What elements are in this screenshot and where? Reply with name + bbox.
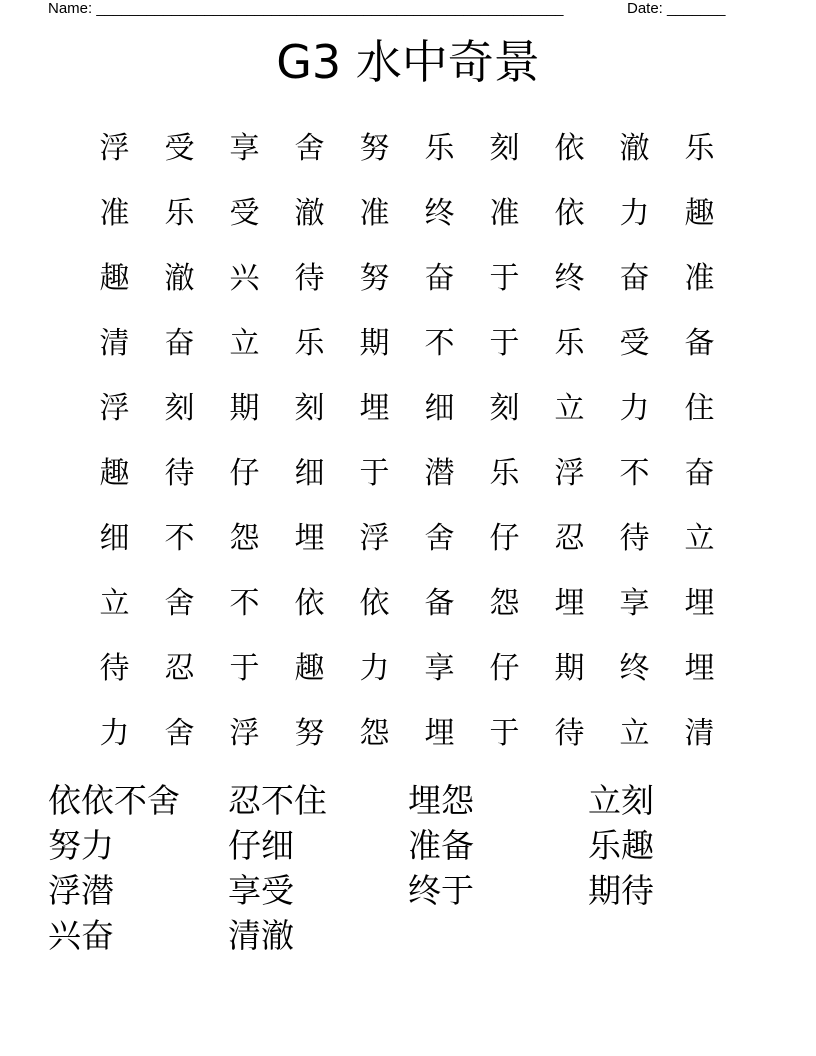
grid-cell: 备: [424, 585, 455, 621]
grid-cell: 立: [619, 715, 650, 751]
grid-cell: 刻: [164, 390, 195, 426]
word-bank-item: 埋怨: [408, 781, 474, 820]
word-bank-item: 清澈: [228, 916, 294, 955]
grid-cell: 力: [359, 650, 390, 686]
grid-cell: 准: [489, 195, 520, 231]
grid-cell: 待: [294, 260, 325, 296]
grid-cell: 期: [554, 650, 585, 686]
grid-cell: 于: [489, 715, 520, 751]
grid-cell: 乐: [294, 325, 325, 361]
grid-cell: 忍: [164, 650, 195, 686]
grid-cell: 待: [554, 715, 585, 751]
name-label: Name: ________________________________________________________: [48, 0, 564, 17]
grid-cell: 受: [229, 195, 260, 231]
word-bank-item: 兴奋: [48, 916, 114, 955]
grid-cell: 舍: [424, 520, 455, 556]
word-search-grid: [82, 112, 732, 762]
grid-cell: 仔: [229, 455, 260, 491]
grid-cell: 奋: [164, 325, 195, 361]
grid-cell: 兴: [229, 260, 260, 296]
grid-cell: 立: [229, 325, 260, 361]
grid-cell: 乐: [164, 195, 195, 231]
grid-cell: 住: [684, 390, 715, 426]
grid-cell: 期: [359, 325, 390, 361]
grid-cell: 浮: [359, 520, 390, 556]
grid-cell: 潜: [424, 455, 455, 491]
grid-cell: 乐: [489, 455, 520, 491]
grid-cell: 备: [684, 325, 715, 361]
word-bank-item: 立刻: [588, 781, 654, 820]
grid-cell: 努: [294, 715, 325, 751]
grid-cell: 怨: [229, 520, 260, 556]
word-bank-item: 期待: [588, 871, 654, 910]
grid-cell: 奋: [424, 260, 455, 296]
grid-cell: 细: [99, 520, 130, 556]
date-label: Date: _______: [627, 0, 726, 17]
grid-cell: 趣: [294, 650, 325, 686]
grid-cell: 刻: [489, 390, 520, 426]
grid-cell: 浮: [554, 455, 585, 491]
grid-cell: 乐: [554, 325, 585, 361]
grid-cell: 细: [424, 390, 455, 426]
word-bank-item: 享受: [228, 871, 294, 910]
grid-cell: 依: [554, 195, 585, 231]
grid-cell: 立: [554, 390, 585, 426]
grid-cell: 不: [229, 585, 260, 621]
word-bank-item: 浮潜: [48, 871, 114, 910]
grid-cell: 舍: [164, 585, 195, 621]
grid-cell: 准: [359, 195, 390, 231]
word-bank-item: 努力: [48, 826, 114, 865]
grid-cell: 乐: [684, 130, 715, 166]
grid-cell: 依: [294, 585, 325, 621]
grid-cell: 浮: [229, 715, 260, 751]
grid-cell: 不: [619, 455, 650, 491]
grid-cell: 享: [424, 650, 455, 686]
grid-cell: 于: [359, 455, 390, 491]
word-bank-item: 仔细: [228, 826, 294, 865]
grid-cell: 努: [359, 260, 390, 296]
grid-cell: 待: [619, 520, 650, 556]
word-bank-item: 忍不住: [228, 781, 327, 820]
word-bank-item: 乐趣: [588, 826, 654, 865]
grid-cell: 奋: [684, 455, 715, 491]
grid-cell: 澈: [294, 195, 325, 231]
word-bank-item: 终于: [408, 871, 474, 910]
grid-cell: 受: [164, 130, 195, 166]
worksheet-title: G3 水中奇景: [276, 35, 540, 89]
grid-cell: 澈: [164, 260, 195, 296]
grid-cell: 怨: [489, 585, 520, 621]
grid-cell: 趣: [99, 260, 130, 296]
grid-cell: 依: [554, 130, 585, 166]
grid-cell: 埋: [424, 715, 455, 751]
grid-cell: 刻: [294, 390, 325, 426]
grid-cell: 力: [619, 390, 650, 426]
grid-cell: 准: [684, 260, 715, 296]
grid-cell: 终: [619, 650, 650, 686]
grid-cell: 舍: [164, 715, 195, 751]
grid-cell: 终: [554, 260, 585, 296]
grid-cell: 享: [619, 585, 650, 621]
grid-cell: 仔: [489, 520, 520, 556]
grid-cell: 力: [619, 195, 650, 231]
grid-cell: 埋: [684, 650, 715, 686]
grid-cell: 埋: [554, 585, 585, 621]
grid-cell: 埋: [294, 520, 325, 556]
grid-cell: 澈: [619, 130, 650, 166]
word-bank: [48, 778, 768, 958]
grid-cell: 不: [164, 520, 195, 556]
grid-cell: 于: [489, 260, 520, 296]
grid-cell: 忍: [554, 520, 585, 556]
grid-cell: 于: [489, 325, 520, 361]
grid-cell: 舍: [294, 130, 325, 166]
grid-cell: 趣: [99, 455, 130, 491]
grid-cell: 细: [294, 455, 325, 491]
grid-cell: 浮: [99, 390, 130, 426]
grid-cell: 不: [424, 325, 455, 361]
grid-cell: 怨: [359, 715, 390, 751]
grid-cell: 刻: [489, 130, 520, 166]
grid-cell: 奋: [619, 260, 650, 296]
grid-cell: 准: [99, 195, 130, 231]
word-bank-item: 准备: [408, 826, 474, 865]
grid-cell: 埋: [684, 585, 715, 621]
grid-cell: 埋: [359, 390, 390, 426]
grid-cell: 依: [359, 585, 390, 621]
grid-cell: 立: [99, 585, 130, 621]
grid-cell: 力: [99, 715, 130, 751]
grid-cell: 待: [164, 455, 195, 491]
grid-cell: 享: [229, 130, 260, 166]
grid-cell: 努: [359, 130, 390, 166]
grid-cell: 于: [229, 650, 260, 686]
grid-cell: 浮: [99, 130, 130, 166]
grid-cell: 清: [99, 325, 130, 361]
grid-cell: 趣: [684, 195, 715, 231]
grid-cell: 待: [99, 650, 130, 686]
grid-cell: 立: [684, 520, 715, 556]
grid-cell: 仔: [489, 650, 520, 686]
grid-cell: 受: [619, 325, 650, 361]
word-bank-item: 依依不舍: [48, 781, 180, 820]
grid-cell: 清: [684, 715, 715, 751]
grid-cell: 期: [229, 390, 260, 426]
header-line: [48, 0, 748, 20]
grid-cell: 终: [424, 195, 455, 231]
grid-cell: 乐: [424, 130, 455, 166]
